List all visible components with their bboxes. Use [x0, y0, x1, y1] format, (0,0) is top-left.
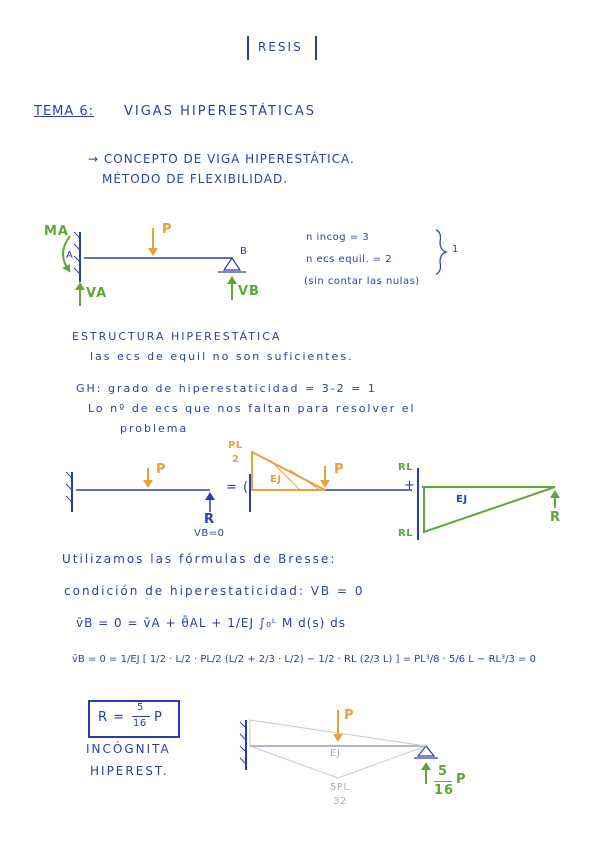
- estructura-line4: Lo nº de ecs que nos faltan para resolver el: [88, 402, 416, 415]
- fig2-ej2-label: EJ: [456, 494, 468, 505]
- result-p: P: [154, 710, 163, 725]
- fig2-vb0-label: VB=0: [194, 528, 225, 539]
- fig2-r1-label: R: [204, 512, 216, 527]
- fig3-pl-top: 5PL: [330, 782, 350, 793]
- fig2-p1-label: P: [156, 462, 167, 477]
- fig1-a-label: A: [66, 250, 74, 261]
- fig2-rl2-label: RL: [398, 528, 414, 539]
- incognita-line2: HIPEREST.: [90, 764, 169, 778]
- equation-1: v̄B = 0 = v̄A + θ̄AL + 1/EJ ∫₀ᴸ M d(s) ds: [76, 616, 347, 630]
- fig1-va-label: VA: [86, 286, 108, 301]
- fig1-sin-note: (sin contar las nulas): [304, 276, 420, 287]
- fig1-p-label: P: [162, 222, 173, 237]
- fig2-equals: = (: [226, 480, 250, 495]
- result-num: 5: [137, 702, 144, 713]
- fig1-ecs-count: n ecs equil. = 2: [306, 254, 393, 265]
- tema-title: VIGAS HIPERESTÁTICAS: [124, 104, 317, 119]
- fig3-p-label: P: [344, 708, 355, 723]
- header-title: RESIS: [258, 40, 303, 54]
- incognita-line1: INCÓGNITA: [86, 742, 171, 756]
- fig3-react-num: 5: [438, 764, 449, 779]
- estructura-line3: GH: grado de hiperestaticidad = 3-2 = 1: [76, 382, 377, 395]
- fig3-react-den: 16: [434, 783, 455, 798]
- fig1-incog-count: n incog = 3: [306, 232, 370, 243]
- condicion-line: condición de hiperestaticidad: VB = 0: [64, 584, 365, 598]
- equation-2: v̄B = 0 = 1/EJ [ 1/2 · L/2 · PL/2 (L/2 + 2/3 · L/2) − 1/2 · RL (2/3 L) ] = PL³/8 · 5/6 L − RL³/3 = 0: [72, 654, 536, 665]
- fig2-ej1-label: EJ: [270, 474, 282, 485]
- estructura-line2: las ecs de equil no son suficientes.: [90, 350, 354, 363]
- estructura-heading: ESTRUCTURA HIPERESTÁTICA: [72, 330, 282, 343]
- fig3-pl-bot: 32: [333, 796, 347, 807]
- bullet-method: MÉTODO DE FLEXIBILIDAD.: [102, 172, 289, 186]
- bullet-concept: → CONCEPTO DE VIGA HIPERESTÁTICA.: [88, 152, 355, 166]
- estructura-line5: problema: [120, 422, 189, 435]
- fig3-react-p: P: [456, 772, 467, 787]
- fig1-b-label: B: [240, 246, 248, 257]
- fig2-p2-label: P: [334, 462, 345, 477]
- fig2-plus: +: [404, 478, 416, 493]
- fig2-pl-bot: 2: [232, 454, 240, 465]
- result-r: R =: [98, 710, 126, 725]
- fig1-vb-label: VB: [238, 284, 260, 299]
- fig2-r2-label: R: [550, 510, 562, 525]
- tema-number: TEMA 6:: [34, 104, 95, 119]
- fig2-pl-top: PL: [228, 440, 243, 451]
- bresse-line: Utilizamos las fórmulas de Bresse:: [62, 552, 337, 566]
- fig1-brace-result: 1: [452, 244, 459, 255]
- fig2-rl1-label: RL: [398, 462, 414, 473]
- result-den: 16: [133, 718, 147, 729]
- fig3-react-line: [434, 781, 452, 782]
- fig3-ej-label: EJ: [330, 748, 341, 759]
- fig1-ma-label: MA: [44, 224, 69, 239]
